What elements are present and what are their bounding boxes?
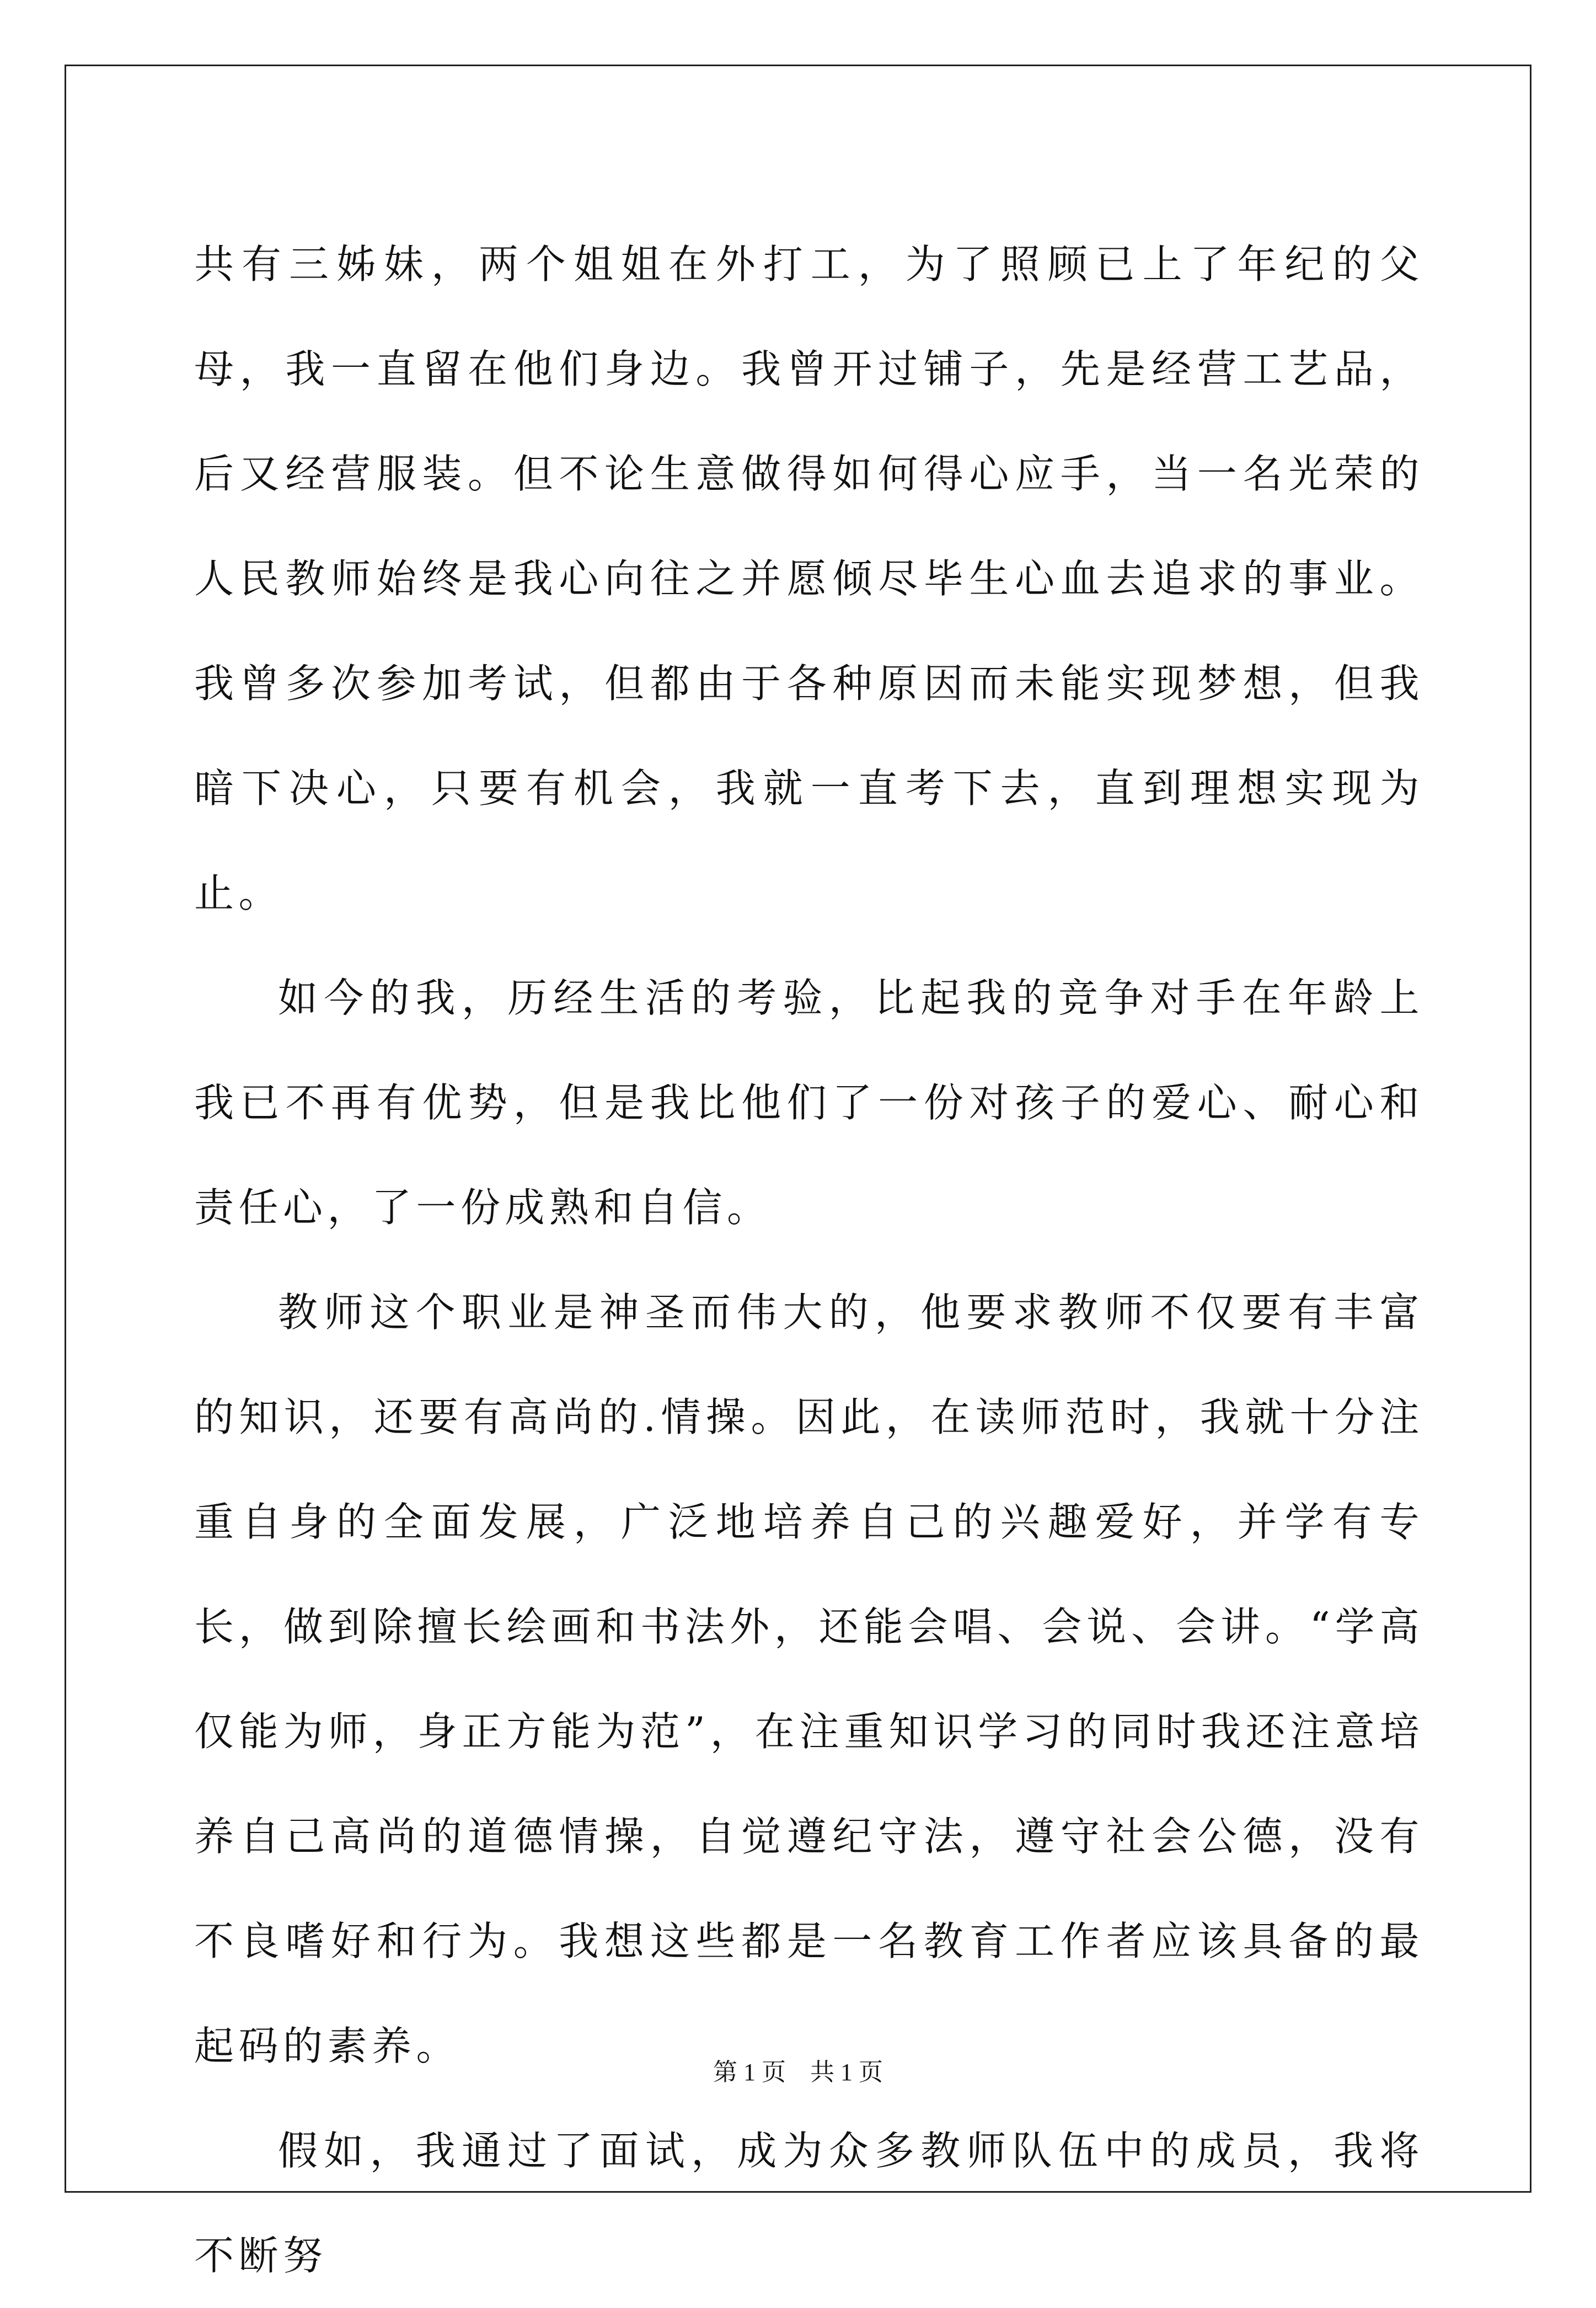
paragraph-3: 教师这个职业是神圣而伟大的，他要求教师不仅要有丰富的知识，还要有高尚的.情操。因此，在读师范时，我就十分注重自身的全面发展，广泛地培养自己的兴趣爱好，并学有专长，做到除擅长绘画和书法外，还能会唱、会说、会讲。“学高仅能为师，身正方能为范”，在注重知识学习的同时我还注意培养自己高尚的道德情操，自觉遵纪守法，遵守社会公德，没有不良嗜好和行为。我想这些都是一名教育工作者应该具备的最起码的素养。 <box>194 1289 1424 2069</box>
page-footer: 第 1 页 共 1 页 <box>713 2059 883 2086</box>
paragraph-1: 共有三姊妹，两个姐姐在外打工，为了照顾已上了年纪的父母，我一直留在他们身边。我曾开过铺子，先是经营工艺品，后又经营服装。但不论生意做得如何得心应手，当一名光荣的人民教师始终是我心向往之并愿倾尽毕生心血去追求的事业。我曾多次参加考试，但都由于各种原因而未能实现梦想，但我暗下决心，只要有机会，我就一直考下去，直到理想实现为止。 <box>194 241 1424 916</box>
document-body <box>194 212 1424 2308</box>
paragraph-2: 如今的我，历经生活的考验，比起我的竞争对手在年龄上我已不再有优势，但是我比他们了一份对孩子的爱心、耐心和责任心，了一份成熟和自信。 <box>194 975 1424 1231</box>
paragraph-4: 假如，我通过了面试，成为众多教师队伍中的成员，我将不断努 <box>194 2128 1424 2279</box>
